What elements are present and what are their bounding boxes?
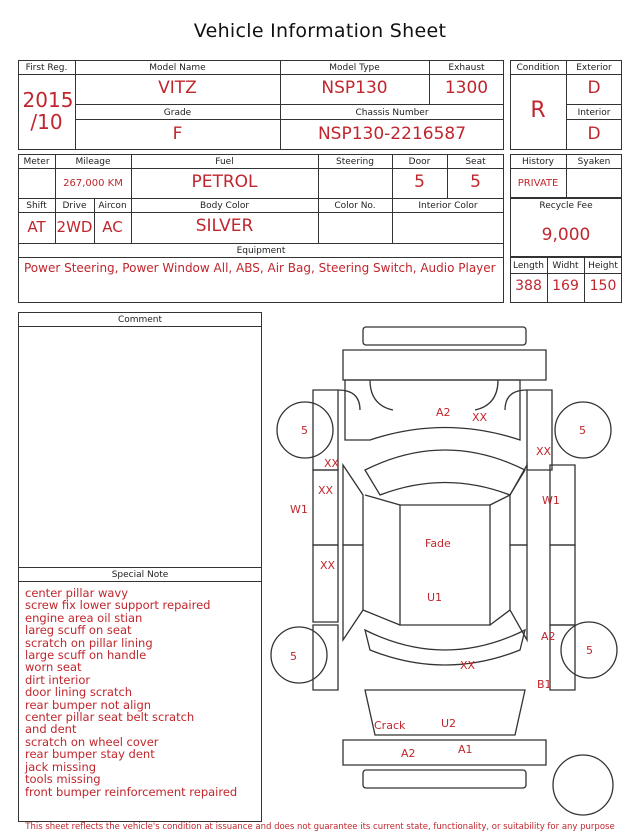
exhaust-label: Exhaust bbox=[448, 63, 485, 73]
chassis-label: Chassis Number bbox=[355, 108, 429, 118]
special-note-item: jack missing bbox=[25, 759, 97, 774]
steering-label: Steering bbox=[336, 157, 374, 167]
width-label: Widht bbox=[552, 261, 579, 271]
model-type: NSP130 bbox=[321, 78, 388, 98]
special-note-label: Special Note bbox=[111, 570, 169, 580]
drive: 2WD bbox=[56, 218, 93, 236]
damage-mark: A2 bbox=[401, 747, 416, 760]
door-count: 5 bbox=[414, 172, 425, 192]
special-note-item: large scuff on handle bbox=[25, 648, 147, 663]
interior-color-label: Interior Color bbox=[418, 201, 478, 211]
damage-mark: B1 bbox=[537, 678, 552, 691]
mileage: 267,000 KM bbox=[63, 178, 123, 189]
damage-mark: Fade bbox=[425, 537, 451, 550]
seat-count: 5 bbox=[470, 172, 481, 192]
damage-mark: U2 bbox=[441, 717, 457, 730]
recycle-fee: 9,000 bbox=[541, 225, 591, 245]
damage-mark: XX bbox=[318, 484, 334, 497]
height-label: Height bbox=[588, 261, 618, 271]
damage-mark: 5 bbox=[586, 644, 593, 657]
exterior-label: Exterior bbox=[576, 63, 612, 73]
condition-label: Condition bbox=[516, 63, 560, 73]
damage-mark: A2 bbox=[436, 406, 451, 419]
seat-label: Seat bbox=[465, 157, 486, 167]
special-note-item: screw fix lower support repaired bbox=[25, 598, 211, 613]
width: 169 bbox=[552, 278, 579, 294]
length-label: Length bbox=[512, 261, 545, 271]
special-note-item: and dent bbox=[25, 722, 77, 737]
interior-label: Interior bbox=[577, 108, 611, 118]
model-name: VITZ bbox=[158, 78, 197, 98]
condition-grade: R bbox=[530, 98, 546, 123]
grade-label: Grade bbox=[163, 108, 192, 118]
fuel: PETROL bbox=[191, 172, 258, 192]
special-notes-list bbox=[25, 587, 237, 798]
aircon-label: Aircon bbox=[98, 201, 127, 211]
damage-mark: W1 bbox=[542, 494, 560, 507]
damage-mark: XX bbox=[320, 559, 336, 572]
damage-mark: XX bbox=[472, 411, 488, 424]
special-note-item: scratch on wheel cover bbox=[25, 734, 159, 749]
meter-label: Meter bbox=[23, 157, 50, 167]
chassis-number: NSP130-2216587 bbox=[317, 124, 467, 144]
equipment: Power Steering, Power Window All, ABS, Air Bag, Steering Switch, Audio Player bbox=[24, 261, 496, 275]
damage-mark: U1 bbox=[427, 591, 443, 604]
shift: AT bbox=[27, 218, 46, 236]
special-note-item: rear bumper stay dent bbox=[25, 747, 155, 762]
fuel-label: Fuel bbox=[215, 157, 234, 167]
body-color: SILVER bbox=[195, 216, 254, 236]
length: 388 bbox=[515, 278, 542, 294]
body-color-label: Body Color bbox=[199, 201, 250, 211]
damage-mark: Crack bbox=[374, 719, 406, 732]
special-note-item: dirt interior bbox=[25, 672, 91, 687]
damage-mark: A2 bbox=[541, 630, 556, 643]
syaken-label: Syaken bbox=[577, 157, 611, 167]
first-reg-year: 2015 bbox=[22, 88, 74, 112]
special-note-item: door lining scratch bbox=[25, 685, 133, 700]
history-label: History bbox=[521, 157, 555, 167]
color-no-label: Color No. bbox=[334, 201, 376, 211]
drive-label: Drive bbox=[62, 201, 87, 211]
exterior-grade: D bbox=[587, 78, 601, 98]
damage-mark: XX bbox=[536, 445, 552, 458]
first-reg-month: /10 bbox=[30, 110, 63, 134]
damage-mark: XX bbox=[324, 457, 340, 470]
damage-mark: XX bbox=[460, 659, 476, 672]
special-note-item: front bumper reinforcement repaired bbox=[25, 784, 238, 799]
page-title: Vehicle Information Sheet bbox=[193, 20, 447, 42]
mileage-label: Mileage bbox=[75, 157, 111, 167]
grade: F bbox=[172, 124, 183, 144]
special-note-item: rear bumper not align bbox=[25, 697, 152, 712]
comment-label: Comment bbox=[117, 315, 163, 325]
damage-mark: 5 bbox=[301, 424, 308, 437]
height: 150 bbox=[589, 278, 617, 294]
damage-mark: 5 bbox=[579, 424, 586, 437]
damage-mark: 5 bbox=[290, 650, 297, 663]
special-note-item: engine area oil stian bbox=[25, 610, 143, 625]
model-type-label: Model Type bbox=[329, 63, 380, 73]
damage-mark: A1 bbox=[458, 743, 473, 756]
first-reg-label: First Reg. bbox=[25, 63, 68, 73]
special-note-item: center pillar seat belt scratch bbox=[25, 710, 195, 725]
disclaimer-footer: This sheet reflects the vehicle's condition at issuance and does not guarantee its current state, functionality, or suitability for any purpose bbox=[25, 822, 615, 832]
special-note-item: lareg scuff on seat bbox=[25, 623, 132, 638]
special-note-item: scratch on pillar lining bbox=[25, 635, 153, 650]
interior-grade: D bbox=[587, 124, 601, 144]
special-note-item: center pillar wavy bbox=[25, 586, 129, 600]
equipment-label: Equipment bbox=[236, 246, 286, 256]
door-label: Door bbox=[408, 157, 431, 167]
recycle-fee-label: Recycle Fee bbox=[539, 201, 593, 211]
damage-mark: W1 bbox=[290, 503, 308, 516]
shift-label: Shift bbox=[26, 201, 47, 211]
special-note-item: worn seat bbox=[25, 660, 82, 675]
special-note-item: tools missing bbox=[25, 772, 101, 787]
aircon: AC bbox=[102, 218, 123, 236]
exhaust: 1300 bbox=[444, 78, 489, 98]
history: PRIVATE bbox=[517, 178, 559, 189]
model-name-label: Model Name bbox=[149, 63, 206, 73]
